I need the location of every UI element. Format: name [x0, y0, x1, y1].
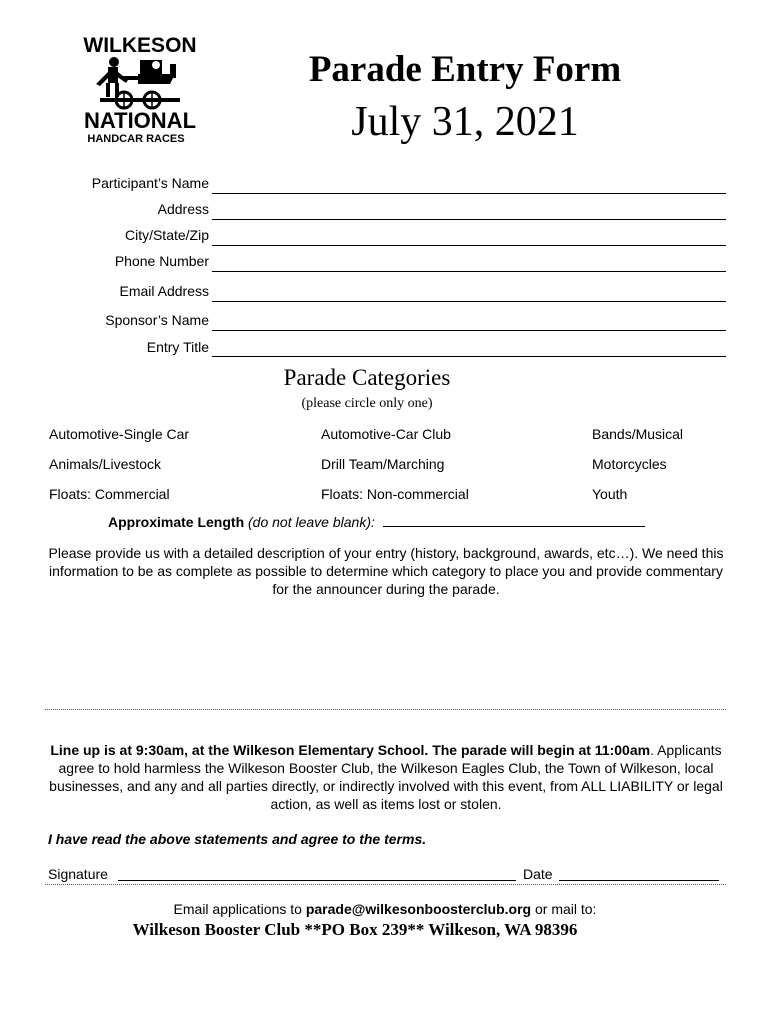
city-state-zip-line[interactable] [212, 245, 726, 246]
approximate-length-row [108, 514, 645, 530]
handcar-figures-icon [96, 57, 180, 108]
category-option[interactable]: Bands/Musical [592, 426, 684, 442]
entry-title-line[interactable] [212, 356, 726, 357]
logo-middle-text: NATIONAL [83, 108, 197, 133]
date-line[interactable] [559, 880, 719, 881]
terms-paragraph [46, 741, 726, 813]
mail-instructions [60, 901, 710, 917]
approximate-length-label: Approximate Length [108, 514, 245, 530]
category-option[interactable]: Automotive-Single Car [49, 426, 190, 442]
lineup-info: Line up is at 9:30am, at the Wilkeson Elementary School. The parade will begin at 11:00am [50, 742, 651, 758]
mail-suffix: or mail to: [531, 901, 597, 917]
participant-name-label: Participant’s Name [91, 175, 209, 191]
category-option[interactable]: Drill Team/Marching [321, 456, 445, 472]
form-title: Parade Entry Form [308, 49, 622, 90]
date-label: Date [523, 866, 553, 882]
signature-label: Signature [48, 866, 108, 882]
signature-separator [45, 884, 726, 885]
city-state-zip-label: City/State/Zip [124, 227, 209, 243]
approximate-length-line[interactable] [383, 514, 645, 527]
agreement-statement: I have read the above statements and agree to the terms. [48, 831, 427, 847]
email-address-line[interactable] [212, 301, 726, 302]
liability-text: . Applicants agree to hold harmless the Wilkeson Booster Club, the Wilkeson Eagles Club, the Town of Wilkeson, local businesses, and any and all parties directly, or indirectly involved with this event, from ALL LIABILITY or legal action, as well as items lost or stolen. [49, 742, 723, 812]
approximate-length-hint: (do not leave blank): [248, 514, 375, 530]
sponsor-name-label: Sponsor’s Name [105, 312, 209, 328]
categories-title: Parade Categories [283, 365, 451, 390]
phone-number-line[interactable] [212, 271, 726, 272]
category-option[interactable]: Motorcycles [592, 456, 667, 472]
mail-prefix: Email applications to [173, 901, 306, 917]
category-option[interactable]: Youth [592, 486, 628, 502]
email-link[interactable]: parade@wilkesonboosterclub.org [305, 901, 532, 917]
wilkeson-handcar-logo [78, 32, 202, 148]
logo-bottom-text: HANDCAR RACES [87, 133, 185, 145]
sponsor-name-line[interactable] [212, 330, 726, 331]
categories-subtitle: (please circle only one) [301, 396, 433, 411]
category-option[interactable]: Automotive-Car Club [321, 426, 451, 442]
description-separator [45, 709, 726, 710]
category-option[interactable]: Floats: Non-commercial [321, 486, 469, 502]
email-address-label: Email Address [119, 283, 209, 299]
signature-line[interactable] [118, 880, 516, 881]
participant-name-line[interactable] [212, 193, 726, 194]
event-date: July 31, 2021 [351, 99, 579, 145]
phone-number-label: Phone Number [114, 253, 209, 269]
address-label: Address [157, 201, 209, 217]
category-option[interactable]: Animals/Livestock [49, 456, 162, 472]
category-option[interactable]: Floats: Commercial [49, 486, 170, 502]
entry-title-label: Entry Title [146, 339, 209, 355]
logo-top-text: WILKESON [83, 34, 197, 57]
mailing-address: Wilkeson Booster Club **PO Box 239** Wilkeson, WA 98396 [132, 920, 578, 939]
description-instructions: Please provide us with a detailed description of your entry (history, background, awards, etc…). We need this information to be as complete as possible to determine which category to place you and provide commentary for the announcer during the parade. [48, 545, 724, 597]
address-line[interactable] [212, 219, 726, 220]
